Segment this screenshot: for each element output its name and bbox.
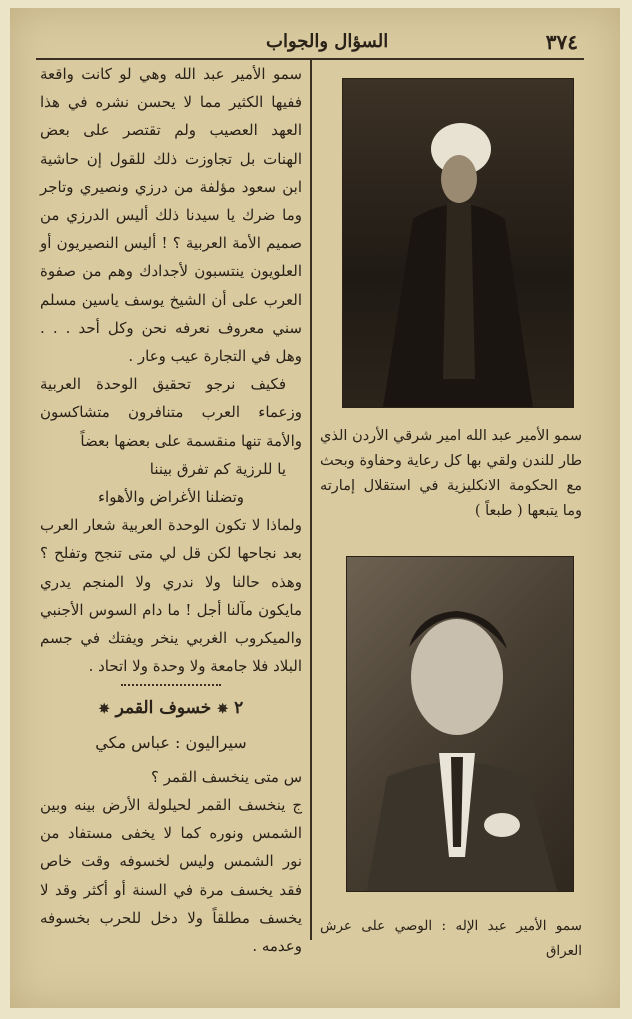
photo-caption-bottom: سمو الأمير عبد الإله : الوصي على عرش العراق (320, 918, 582, 959)
star-ornament-icon: ✵ (217, 702, 229, 718)
answer (40, 791, 302, 960)
page-number: ٣٧٤ (545, 30, 578, 54)
byline: سيراليون : عباس مكي (95, 732, 247, 752)
article-paragraph: ولماذا لا تكون الوحدة العربية شعار العرب بعد نجاحها لكن قل لي متى تنجح وتفلح ؟ وهذه حالنا ولا ندري ولا المنجم يدري مايكون مآلنا أجل ! ما دام السوس الأجنبي والميكروب الغربي ينخر ويفتك في جسم البلاد فلا جامعة ولا وحدة ولا اتحاد . (40, 516, 302, 676)
verse-line: وتضلنا الأغراض والأهواء (97, 488, 244, 507)
star-ornament-icon: ✵ (98, 702, 110, 718)
article-column (40, 60, 302, 960)
section-number: ٢ (234, 698, 244, 719)
ornament-divider (121, 684, 221, 686)
column-divider (310, 60, 312, 940)
question-text: متى ينخسف القمر ؟ (151, 767, 279, 786)
verse-line: يا للرزية كم تفرق بيننا (149, 459, 286, 478)
question-label: س (283, 767, 302, 786)
portrait-figure-icon (347, 557, 573, 891)
section-title: خسوف القمر (115, 698, 212, 719)
question (40, 763, 302, 791)
page-header (36, 28, 584, 60)
section-heading (40, 694, 302, 724)
running-title: السؤال والجواب (266, 31, 389, 52)
answer-label: ج (292, 796, 302, 815)
photo-caption-top: سمو الأمير عبد الله امير شرقي الأردن الذي طار للندن ولقي بها كل رعاية وحفاوة وبحث مع الحكومة الانكليزية في استقلال إمارته وما يتبعها ( طبعاً ) (320, 428, 582, 519)
portrait-figure-icon (343, 79, 573, 407)
portrait-photo-abd-al-ilah (346, 556, 574, 892)
answer-text: ينخسف القمر لحيلولة الأرض بينه وبين الشمس ونوره كما لا يخفى مستفاد من نور الشمس وليس لخسوفه وقت خاص فقد يخسف مرة في السنة أو أكثر وقد لا يخسف مطلقاً ولا دخل للحرب بخسوفه وعدمه . (40, 796, 302, 956)
article-paragraph: سمو الأمير عبد الله وهي لو كانت واقعة ففيها الكثير مما لا يحسن نشره في هذا العهد العصيب ولم تقتصر على بعض الهنات بل تجاوزت ذلك للقول إن حاشية ابن سعود مؤلفة من درزي ونصيري وتاجر وما ضرك يا سيدنا ذلك أليس الدرزي من صميم الأمة العربية ؟ ! أليس النصيريون أو العلويون ينتسبون لأجدادك وهم من صفوة العرب على أن الشيخ يوسف ياسين مسلم سني معروف نعرفه نحن وكل أحد . . . وهل في التجارة عيب وعار . (40, 65, 302, 366)
article-paragraph: فكيف نرجو تحقيق الوحدة العربية وزعماء العرب متنافرون متشاكسون والأمة تنها منقسمة على بعضها بعضاً (40, 375, 302, 450)
portrait-photo-emir-abdullah (342, 78, 574, 408)
